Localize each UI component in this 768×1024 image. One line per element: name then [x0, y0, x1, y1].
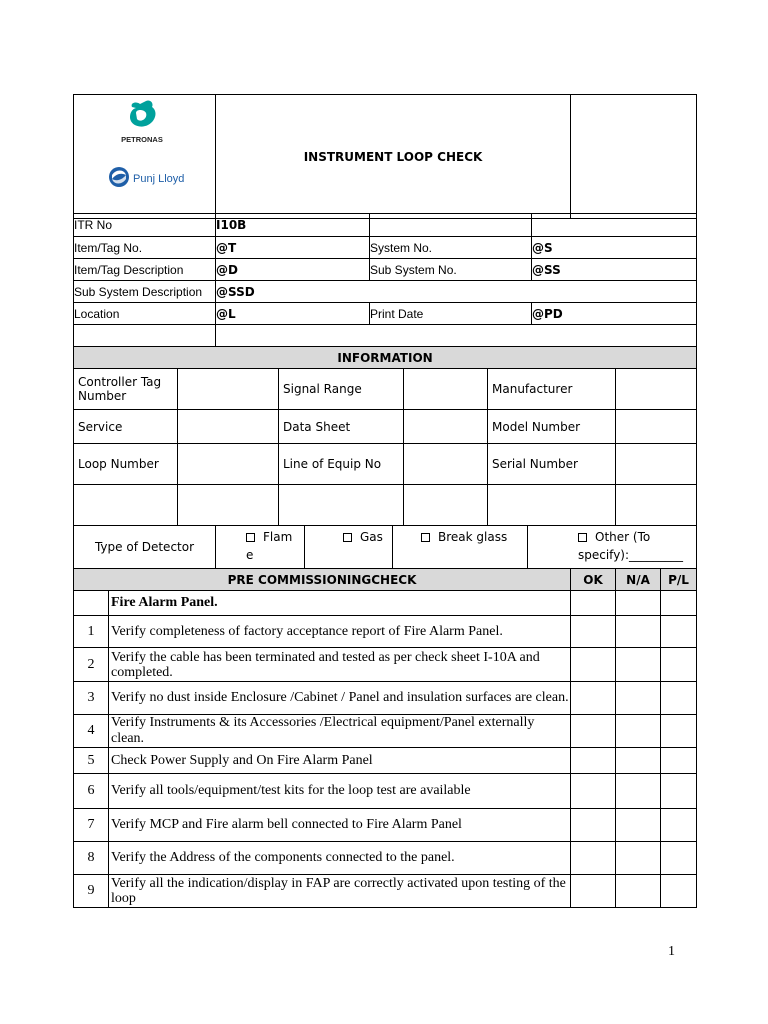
precommissioning-heading: PRE COMMISSIONINGCHECK	[74, 569, 571, 591]
sub-system-no-label: Sub System No.	[370, 259, 532, 281]
service-value[interactable]	[178, 410, 279, 444]
table-row	[74, 774, 697, 809]
manufacturer-value[interactable]	[616, 369, 697, 410]
na-cell[interactable]	[616, 682, 661, 715]
line-of-equip-label: Line of Equip No	[279, 444, 404, 485]
check-item-text: Verify all the indication/display in FAP are correctly activated upon testing of the loop	[109, 875, 571, 908]
row-number: 4	[74, 715, 109, 748]
column-na: N/A	[616, 569, 661, 591]
punjlloyd-logo-icon	[109, 167, 129, 187]
item-tag-label: Item/Tag No.	[74, 237, 216, 259]
pl-cell[interactable]	[661, 774, 697, 809]
item-description-row	[74, 259, 697, 281]
petronas-wordmark: PETRONAS	[121, 135, 163, 144]
ok-cell[interactable]	[571, 842, 616, 875]
na-cell[interactable]	[616, 875, 661, 908]
information-heading: INFORMATION	[74, 347, 697, 369]
detector-option-break-glass[interactable]	[393, 526, 528, 569]
detector-table	[73, 525, 697, 569]
row-number: 3	[74, 682, 109, 715]
ok-cell[interactable]	[571, 875, 616, 908]
check-item-text: Verify no dust inside Enclosure /Cabinet / Panel and insulation surfaces are clean.	[109, 682, 571, 715]
service-label: Service	[74, 410, 178, 444]
check-item-text: Verify the Address of the components connected to the panel.	[109, 842, 571, 875]
check-item-text: Verify the cable has been terminated and tested as per check sheet I-10A and completed.	[109, 648, 571, 682]
table-row	[74, 842, 697, 875]
checkbox-icon[interactable]	[343, 533, 352, 542]
detector-option-other[interactable]	[528, 526, 697, 569]
sub-system-no-value: @SS	[532, 259, 697, 281]
table-row	[74, 616, 697, 648]
blank-cell	[279, 485, 404, 526]
check-item-text: Check Power Supply and On Fire Alarm Panel	[109, 748, 571, 774]
logo-cell	[74, 95, 216, 219]
information-blank-row	[74, 485, 697, 526]
item-description-value: @D	[216, 259, 370, 281]
blank-cell	[74, 325, 216, 347]
item-tag-value: @T	[216, 237, 370, 259]
pl-cell[interactable]	[661, 682, 697, 715]
table-row	[74, 715, 697, 748]
checkbox-icon[interactable]	[578, 533, 587, 542]
system-no-label: System No.	[370, 237, 532, 259]
itr-value: I10B	[216, 214, 370, 237]
row-number: 5	[74, 748, 109, 774]
detector-option-gas[interactable]	[305, 526, 393, 569]
system-no-value: @S	[532, 237, 697, 259]
row-number: 2	[74, 648, 109, 682]
blank-cell	[74, 591, 109, 616]
precommissioning-table	[73, 568, 697, 908]
ok-cell[interactable]	[571, 715, 616, 748]
sub-system-description-row	[74, 281, 697, 303]
line-of-equip-value[interactable]	[404, 444, 488, 485]
blank-cell	[616, 591, 661, 616]
pl-cell[interactable]	[661, 809, 697, 842]
na-cell[interactable]	[616, 648, 661, 682]
item-tag-row	[74, 237, 697, 259]
section-row	[74, 591, 697, 616]
ok-cell[interactable]	[571, 774, 616, 809]
section-title: Fire Alarm Panel.	[109, 591, 571, 616]
table-row	[74, 682, 697, 715]
page-number: 1	[668, 944, 675, 959]
blank-cell	[178, 485, 279, 526]
controller-tag-value[interactable]	[178, 369, 279, 410]
information-row	[74, 444, 697, 485]
data-sheet-label: Data Sheet	[279, 410, 404, 444]
pl-cell[interactable]	[661, 875, 697, 908]
punjlloyd-wordmark: Punj Lloyd	[133, 173, 185, 185]
check-item-text: Verify all tools/equipment/test kits for the loop test are available	[109, 774, 571, 809]
check-item-text: Verify Instruments & its Accessories /Electrical equipment/Panel externally clean.	[109, 715, 571, 748]
information-row	[74, 410, 697, 444]
row-number: 7	[74, 809, 109, 842]
ok-cell[interactable]	[571, 616, 616, 648]
ok-cell[interactable]	[571, 648, 616, 682]
header-blank-cell	[571, 95, 697, 219]
model-number-label: Model Number	[488, 410, 616, 444]
item-description-label: Item/Tag Description	[74, 259, 216, 281]
controller-tag-label: Controller Tag Number	[74, 369, 178, 410]
na-cell[interactable]	[616, 748, 661, 774]
itr-label: ITR No	[74, 214, 216, 237]
row-number: 8	[74, 842, 109, 875]
check-item-text: Verify completeness of factory acceptance report of Fire Alarm Panel.	[109, 616, 571, 648]
blank-cell	[488, 485, 616, 526]
data-sheet-value[interactable]	[404, 410, 488, 444]
itr-value-2	[532, 214, 697, 237]
na-cell[interactable]	[616, 774, 661, 809]
checkbox-icon[interactable]	[246, 533, 255, 542]
check-item-text: Verify MCP and Fire alarm bell connected to Fire Alarm Panel	[109, 809, 571, 842]
row-number: 6	[74, 774, 109, 809]
serial-number-value[interactable]	[616, 444, 697, 485]
pl-cell[interactable]	[661, 715, 697, 748]
detector-option-label: Flam e	[246, 530, 293, 562]
location-label: Location	[74, 303, 216, 325]
logo-graphics	[74, 95, 214, 213]
loop-number-value[interactable]	[178, 444, 279, 485]
blank-cell	[571, 591, 616, 616]
information-table	[73, 346, 697, 526]
form-title: INSTRUMENT LOOP CHECK	[216, 95, 571, 219]
pl-cell[interactable]	[661, 748, 697, 774]
blank-cell	[216, 325, 697, 347]
column-pl: P/L	[661, 569, 697, 591]
pl-cell[interactable]	[661, 842, 697, 875]
detector-option-label: Gas	[360, 530, 383, 544]
itr-fields-table	[73, 213, 697, 347]
pl-cell[interactable]	[661, 616, 697, 648]
detector-option-label: Break glass	[438, 530, 508, 544]
manufacturer-label: Manufacturer	[488, 369, 616, 410]
serial-number-label: Serial Number	[488, 444, 616, 485]
sub-system-description-value: @SSD	[216, 281, 697, 303]
signal-range-label: Signal Range	[279, 369, 404, 410]
table-row	[74, 648, 697, 682]
blank-cell	[74, 485, 178, 526]
petronas-logo-icon	[130, 100, 155, 126]
itr-label-2	[370, 214, 532, 237]
table-row	[74, 809, 697, 842]
na-cell[interactable]	[616, 616, 661, 648]
row-number: 9	[74, 875, 109, 908]
checkbox-icon[interactable]	[421, 533, 430, 542]
header-table	[73, 94, 697, 219]
ok-cell[interactable]	[571, 748, 616, 774]
detector-option-label: Other (To specify):_________	[578, 530, 684, 562]
signal-range-value[interactable]	[404, 369, 488, 410]
blank-row	[74, 325, 697, 347]
na-cell[interactable]	[616, 842, 661, 875]
blank-cell	[661, 591, 697, 616]
detector-label: Type of Detector	[74, 526, 216, 569]
model-number-value[interactable]	[616, 410, 697, 444]
detector-option-flame[interactable]	[216, 526, 305, 569]
location-value: @L	[216, 303, 370, 325]
information-row	[74, 369, 697, 410]
ok-cell[interactable]	[571, 682, 616, 715]
row-number: 1	[74, 616, 109, 648]
loop-number-label: Loop Number	[74, 444, 178, 485]
itr-row	[74, 214, 697, 237]
ok-cell[interactable]	[571, 809, 616, 842]
print-date-label: Print Date	[370, 303, 532, 325]
blank-cell	[616, 485, 697, 526]
column-ok: OK	[571, 569, 616, 591]
table-row	[74, 748, 697, 774]
table-row	[74, 875, 697, 908]
pl-cell[interactable]	[661, 648, 697, 682]
sub-system-description-label: Sub System Description	[74, 281, 216, 303]
na-cell[interactable]	[616, 715, 661, 748]
na-cell[interactable]	[616, 809, 661, 842]
location-row	[74, 303, 697, 325]
print-date-value: @PD	[532, 303, 697, 325]
blank-cell	[404, 485, 488, 526]
